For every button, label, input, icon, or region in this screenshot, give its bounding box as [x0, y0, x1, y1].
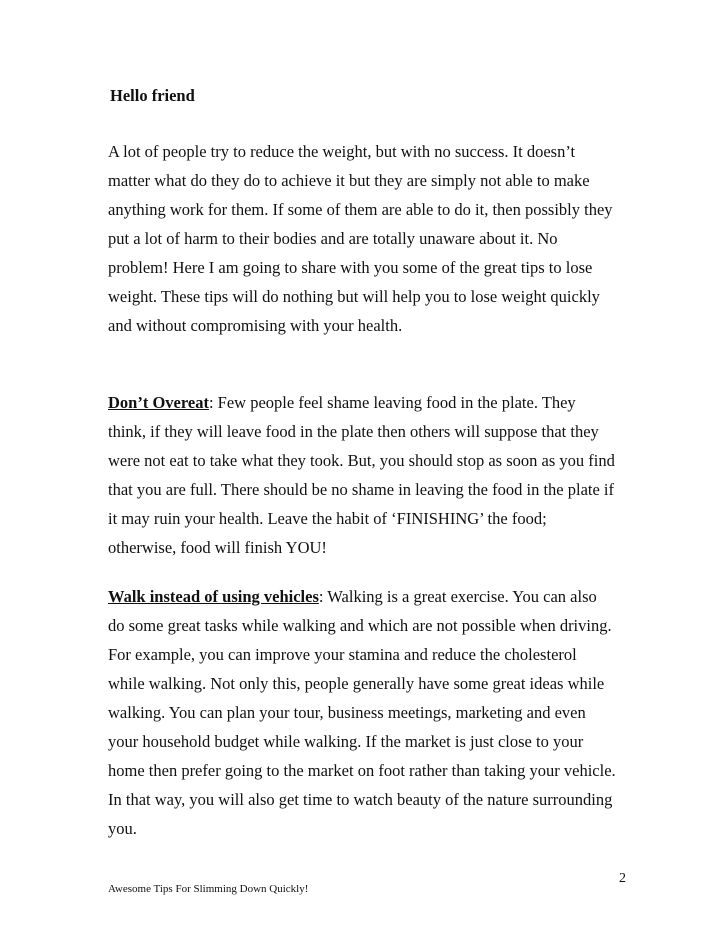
- paragraph-line: matter what do they do to achieve it but they are simply not able to make: [108, 171, 590, 190]
- paragraph-line: home then prefer going to the market on foot rather than taking your vehicle.: [108, 761, 616, 780]
- tip-walk-paragraph: [108, 582, 628, 843]
- tip-overeat-paragraph: [108, 388, 628, 562]
- paragraph-line: [108, 388, 628, 417]
- paragraph-line: and without compromising with your health.: [108, 316, 403, 335]
- paragraph-line: walking. You can plan your tour, business meetings, marketing and even: [108, 703, 586, 722]
- greeting-heading: Hello friend: [110, 86, 195, 105]
- paragraph-line: were not eat to take what they took. But, you should stop as soon as you find: [108, 451, 615, 470]
- tip-overeat-intro-text: : Few people feel shame leaving food in the plate. They: [208, 393, 576, 412]
- paragraph-line: your household budget while walking. If the market is just close to your: [108, 732, 584, 751]
- paragraph-line: that you are full. There should be no shame in leaving the food in the plate if: [108, 480, 615, 499]
- paragraph-line: put a lot of harm to their bodies and are totally unaware about it. No: [108, 229, 558, 248]
- paragraph-line: anything work for them. If some of them are able to do it, then possibly they: [108, 200, 613, 219]
- page-number: 2: [619, 871, 626, 886]
- paragraph-line: think, if they will leave food in the plate then others will suppose that they: [108, 422, 599, 441]
- intro-paragraph: [108, 137, 628, 340]
- paragraph-line: otherwise, food will finish YOU!: [108, 538, 327, 557]
- paragraph-line: For example, you can improve your stamina and reduce the cholesterol: [108, 645, 577, 664]
- paragraph-line: A lot of people try to reduce the weight, but with no success. It doesn’t: [108, 142, 576, 161]
- paragraph-line: you.: [108, 819, 137, 838]
- paragraph-line: [108, 582, 628, 611]
- paragraph-line: problem! Here I am going to share with you some of the great tips to lose: [108, 258, 593, 277]
- paragraph-line: weight. These tips will do nothing but will help you to lose weight quickly: [108, 287, 600, 306]
- tip-walk-heading: Walk instead of using vehicles: [108, 587, 319, 606]
- footer-document-title: Awesome Tips For Slimming Down Quickly!: [108, 883, 309, 895]
- paragraph-line: while walking. Not only this, people generally have some great ideas while: [108, 674, 605, 693]
- tip-walk-intro-text: : Walking is a great exercise. You can also: [318, 587, 597, 606]
- paragraph-line: do some great tasks while walking and which are not possible when driving.: [108, 616, 612, 635]
- paragraph-line: it may ruin your health. Leave the habit of ‘FINISHING’ the food;: [108, 509, 547, 528]
- tip-overeat-heading: Don’t Overeat: [108, 393, 209, 412]
- paragraph-line: In that way, you will also get time to watch beauty of the nature surrounding: [108, 790, 613, 809]
